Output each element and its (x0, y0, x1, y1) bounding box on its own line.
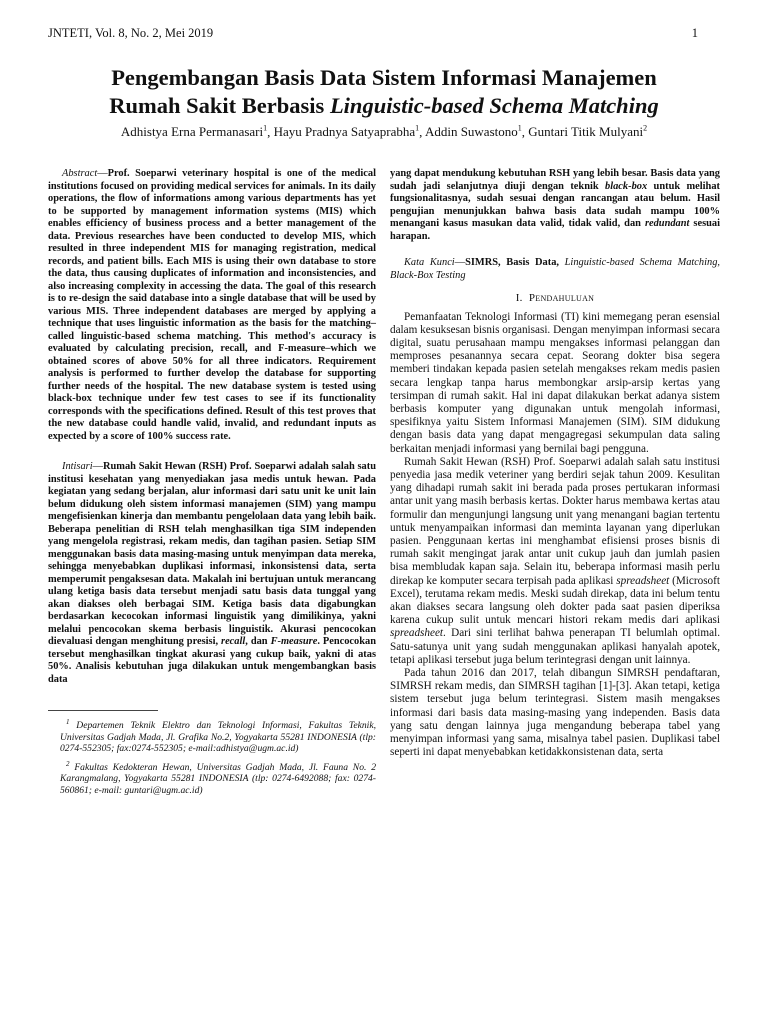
right-column (390, 168, 720, 759)
keywords: Kata Kunci—SIMRS, Basis Data, Linguistic-based Schema Matching, Black-Box Testing (390, 257, 720, 281)
paragraph-1: Pemanfaatan Teknologi Informasi (TI) kini memegang peran esensial dalam kesuksesan bisnis organisasi. Dengan menyimpan informasi secara digital, suatu perusahaan mampu mengakses informasi pelanggan dan memproses pesanannya secara cepat. Seorang dokter bisa segera memberi tindakan kepada pasien setelah mengakses rekam medis pasien secara lengkap tanpa harus membongkar arsip-arsip kertas yang tersimpan di rumah sakit. Hal ini dapat dilakukan berkat adanya sistem berbasis komputer yang digunakan untuk mengolah informasi, spesifiknya yaitu Sistem Informasi Manajemen (SIM). SIM didukung dengan basis data yang dapat mengagregasi sekumpulan data saling berkaitan menjadi informasi yang bernilai bagi pengguna. (390, 310, 720, 455)
title-line-2-italic: Linguistic-based Schema Matching (329, 93, 659, 118)
author-3: Addin Suwastono$^1$ (424, 124, 522, 140)
paragraph-2: Rumah Sakit Hewan (RSH) Prof. Soeparwi adalah salah satu institusi penyedia jasa medik veteriner yang berdiri sejak tahun 2009. Kesulitan yang dihadapi rumah sakit ini berada pada proses pertukaran informasi antar unit yang masih berbasis kertas. Dokter harus membawa kertas atau formulir dan mengunjungi langsung unit yang menangani bagian tertentu untuk menyampaikan informasi dan meminta layanan yang diperlukan pasien. Penggunaan kertas ini menghambat efisiensi proses bisnis di rumah sakit mengingat jarak antar unit cukup jauh dan jumlah pasien bisa membludak kapan saja. Selain itu, beberapa informasi masih perlu direkap ke komputer secara terpisah pada aplikasi spreadsheet (Microsoft Excel), terutama rekam medis. Meski sudah direkap, data ini belum tentu akan diakses secara langsung oleh dokter pada saat pasien diperiksa karena cukup sulit untuk mencari histori rekam medis dari aplikasi spreadsheet. Dari sini terlihat bahwa penerapan TI belumlah optimal. Satu-satunya unit yang sudah menggunakan aplikasi hanyalah apotek, tetapi aplikasi tersebut juga belum terintegrasi dengan unit lainnya. (390, 455, 720, 666)
author-list: Adhistya Erna Permanasari$^1$, Hayu Pradnya Satyaprabha$^1$, Addin Suwastono$^1$, Guntari Titik Mulyani$^2$ (120, 124, 648, 140)
intisari-text-1: Rumah Sakit Hewan (RSH) Prof. Soeparwi adalah salah satu institusi kesehatan yang menyediakan jasa medis untuk hewan. Pada kegiatan yang sedang berjalan, alur informasi dari satu unit ke unit lain belum didukung oleh sistem informasi manajemen (SIM) yang mampu mengefisienkan kinerja dan membantu pengelolaan data yang lebih baik. Beberapa penelitian di RSH telah menghasilkan tiga SIM independen yang mengelola registrasi, rekam medis, dan tagihan pasien. Setiap SIM menggunakan basis data masing-masing untuk menyimpan data mereka, sehingga menyebabkan duplikasi informasi, inkonsistensi data, serta memperumit pengaksesan data. Makalah ini bertujuan untuk merancang ulang ketiga basis data tersebut menjadi satu basis data tunggal yang akan diakses oleh berbagai SIM. Ketiga basis data digabungkan berdasarkan kecocokan informasi linguistik yang dimilikinya, yakni melalui pencocokan skema berbasis linguistik. Akurasi pencocokan dievaluasi dengan menghitung presisi, (48, 461, 376, 647)
intisari: Intisari—Rumah Sakit Hewan (RSH) Prof. Soeparwi adalah salah satu institusi kesehatan yang menyediakan jasa medis untuk hewan. Pada kegiatan yang sedang berjalan, alur informasi dari satu unit ke unit lain belum didukung oleh sistem informasi manajemen (SIM) yang mampu mengefisienkan kinerja dan membantu pengelolaan data yang lebih baik. Beberapa penelitian di RSH telah menghasilkan tiga SIM independen yang mengelola registrasi, rekam medis, dan tagihan pasien. Setiap SIM menggunakan basis data masing-masing untuk menyimpan data mereka, sehingga menyebabkan duplikasi informasi, inkonsistensi data, serta memperumit pengaksesan data. Makalah ini bertujuan untuk merancang ulang ketiga basis data tersebut menjadi satu basis data tunggal yang akan diakses oleh berbagai SIM. Ketiga basis data digabungkan berdasarkan kecocokan informasi linguistik yang dimilikinya, yakni melalui pencocokan skema berbasis linguistik. Akurasi pencocokan dievaluasi dengan menghitung presisi, recall, dan F-measure. Pencocokan tersebut menghasilkan tingkat akurasi yang cukup baik, yakni di atas 50%. Analisis kebutuhan juga dilakukan untuk mengembangkan basis data (48, 461, 376, 685)
keywords-label: Kata Kunci (404, 257, 455, 268)
title-line-2-plain: Rumah Sakit Berbasis (109, 93, 330, 118)
running-header (48, 26, 698, 41)
abstract-text: Prof. Soeparwi veterinary hospital is one of the medical institutions focused on providing medical services for animals. In its daily operations, the flow of informations among various departments has yet to be supported by management information systems (MIS) which enables efficiency of business process and a better management of the data. Previous researches have been conducted to develop MIS, which resulted in three independent MIS for managing registration, medical records, and patient bills. Each MIS is using their own database to store the data, thus causing duplicates of information and inconsistencies, and also increasing complexity in accessing the data. The goal of this research is to re-design the said database into a single database that will be used by various MIS. Three independent databases are merged by applying a technique that uses linguistic information as the basis for the matching–called linguistic-based schema matching. This method's accuracy is evaluated by calculating precision, recall, and F-measure–which we obtained scores of above 50% for all three indicators. Requirement analysis is performed to further develop the database for supporting further needs of the hospital. The new database system is tested using black-box technique under few test cases to see if its functionality corresponds with the specifications defined. Result of this test proves that the new database could handle valid, invalid, and redundant inputs as expected by a score of 100% success rate. (48, 168, 376, 442)
abstract-label: Abstract (62, 168, 98, 179)
left-column (48, 168, 376, 800)
author-4: Guntari Titik Mulyani$^2$ (528, 124, 648, 140)
section-heading-1: I. Pendahuluan (515, 292, 595, 304)
section-1-body (390, 311, 720, 760)
footnote-rule (48, 710, 158, 711)
title-line-1: Pengembangan Basis Data Sistem Informasi Manajemen (111, 65, 657, 90)
author-2: Hayu Pradnya Satyaprabha$^1$ (273, 124, 420, 140)
journal-info: JNTETI, Vol. 8, No. 2, Mei 2019 (48, 26, 214, 40)
footnote-1: $^1$ Departemen Teknik Elektro dan Teknologi Informasi, Fakultas Teknik, Universitas Gadjah Mada, Jl. Grafika No.2, Yogyakarta 55281 INDONESIA (tlp: 0274-552305; fax:0274-552305; e-mail:adhistya@ugm.ac.id) (60, 718, 376, 755)
abstract: Abstract—Prof. Soeparwi veterinary hospital is one of the medical institutions focused on providing medical services for animals. In its daily operations, the flow of informations among various departments has yet to be supported by management information systems (MIS) which enables efficiency of business process and a better management of the data. Previous researches have been conducted to develop MIS, which resulted in three independent MIS for managing registration, medical records, and patient bills. Each MIS is using their own database to store the data, thus causing duplicates of information and inconsistencies, and also increasing complexity in accessing the data. The goal of this research is to re-design the said database into a single database that will be used by various MIS. Three independent databases are merged by applying a technique that uses linguistic information as the basis for the matching–called linguistic-based schema matching. This method's accuracy is evaluated by calculating precision, recall, and F-measure–which we obtained scores of above 50% for all three indicators. Requirement analysis is performed to further develop the database for supporting further needs of the hospital. The new database system is tested using black-box technique under few test cases to see if its functionality corresponds with the specifications defined. Result of this test proves that the new database could handle valid, invalid, and redundant inputs as expected by a score of 100% success rate. (48, 168, 376, 442)
paper-title (40, 64, 728, 120)
page-number: 1 (691, 26, 698, 40)
paragraph-3: Pada tahun 2016 dan 2017, telah dibangun SIMRSH pendaftaran, SIMRSH rekam medis, dan SIMRSH tagihan [1]-[3]. Akan tetapi, ketiga sistem tersebut juga belum terintegrasi. Sistem masih mengakses informasi dari basis data masing-masing yang independen. Basis data yang satu dengan lainnya juga mengandung beberapa tabel yang menyimpan informasi yang sama, misalnya tabel pasien. Duplikasi tabel seperti ini dapat menyebabkan ketidakkonsistenan data, serta (390, 666, 720, 759)
footnote-2: $^2$ Fakultas Kedokteran Hewan, Universitas Gadjah Mada, Jl. Fauna No. 2 Karangmalang, Yogyakarta 55281 INDONESIA (tlp: 0274-6492088; fax: 0274-560861; e-mail: guntari@ugm.ac.id) (60, 759, 376, 796)
title-line-2 (40, 92, 728, 120)
intisari-continued: yang dapat mendukung kebutuhan RSH yang lebih besar. Basis data yang sudah jadi selanjutnya diuji dengan teknik black-box untuk melihat fungsionalitasnya, sudah sesuai dengan rancangan atau belum. Hasil pengujian menunjukkan bahwa basis data sudah mampu 100% menangani kasus masukan data valid, tidak valid, dan redundant sesuai harapan. (390, 168, 720, 242)
author-1: Adhistya Erna Permanasari$^1$ (120, 124, 268, 140)
intisari-label: Intisari (62, 461, 93, 472)
